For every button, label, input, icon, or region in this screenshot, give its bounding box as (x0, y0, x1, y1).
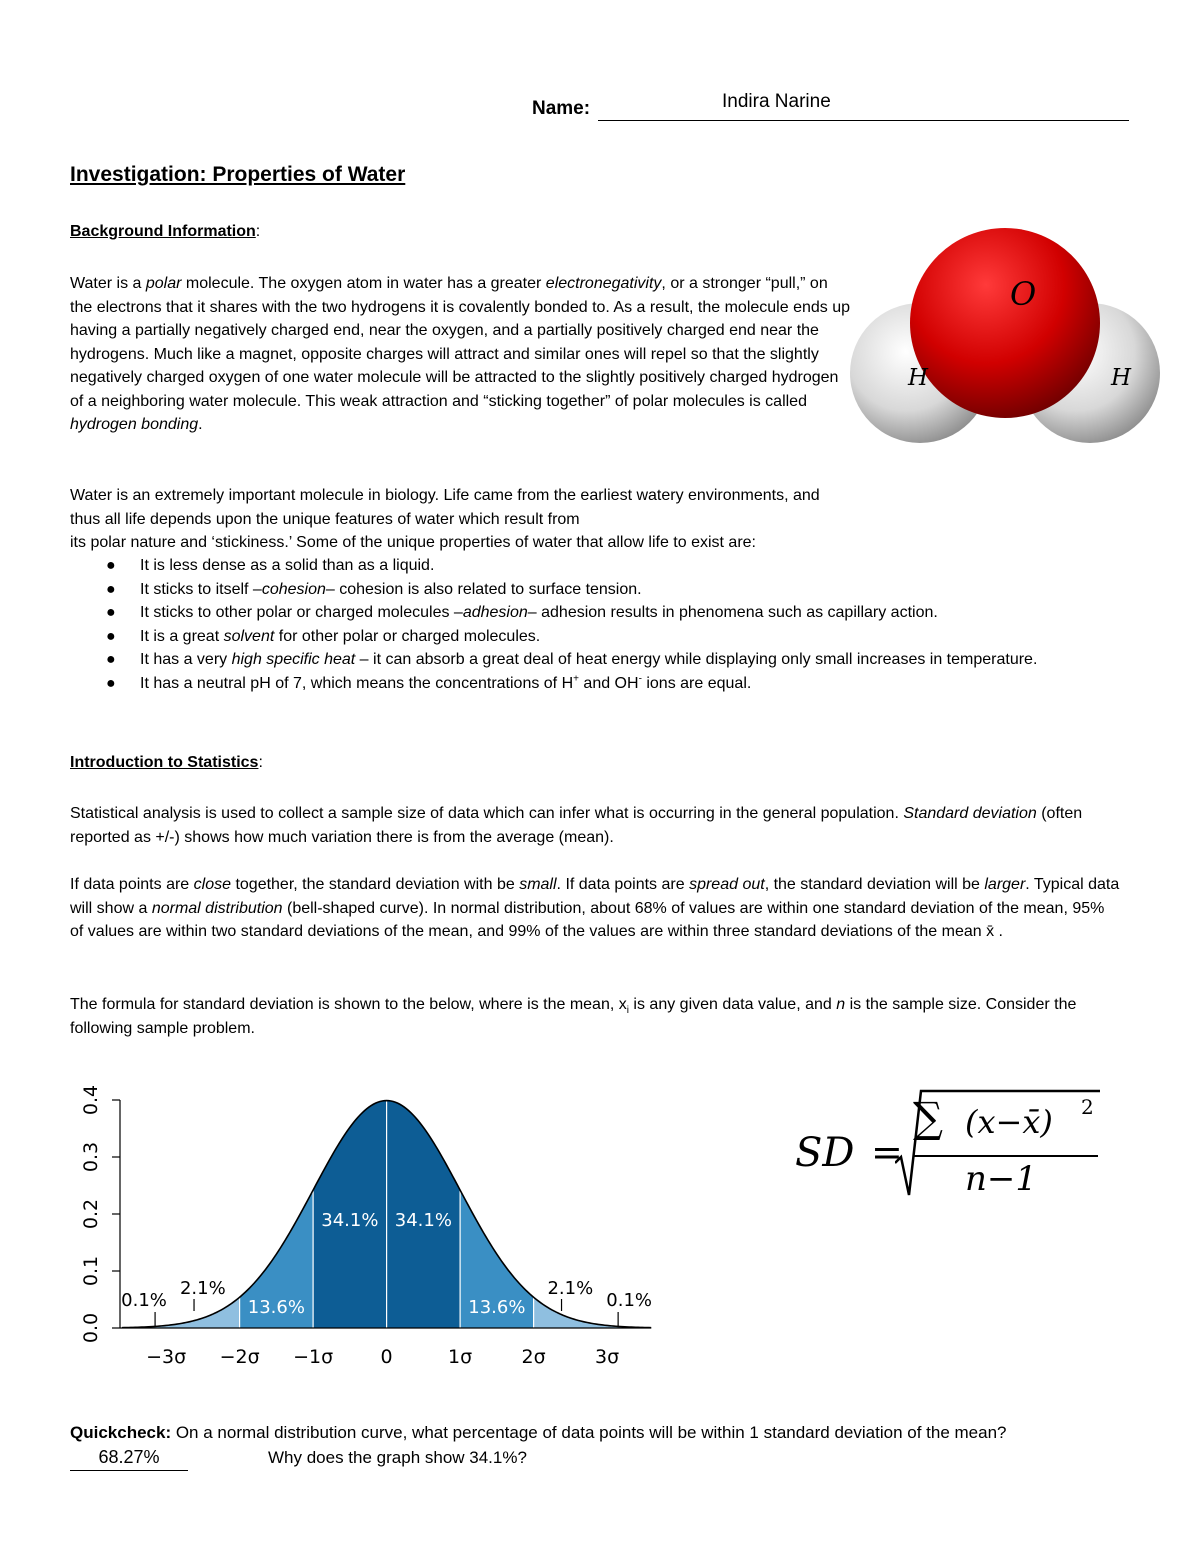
bullet-icon: ● (106, 674, 116, 692)
tail-label: 0.1% (121, 1290, 167, 1311)
statistics-paragraph-1: Statistical analysis is used to collect a sample size of data which can infer what is occurring in the general population. Standard deviation (often reported as +/-) shows how much variation there is from the average (mean). (70, 805, 1083, 846)
bullet-icon: ● (106, 557, 116, 574)
region-label: 34.1% (394, 1210, 452, 1231)
list-item: ● It is a great solvent for other polar or charged molecules. (70, 625, 1120, 649)
water-molecule-image (845, 228, 1165, 478)
sd-formula (795, 1085, 1125, 1205)
tail-label: 0.1% (606, 1290, 653, 1311)
y-tick-label: 0.3 (80, 1141, 102, 1173)
list-item: ● It sticks to other polar or charged molecules –adhesion– adhesion results in phenomena such as capillary action. (70, 601, 1120, 625)
background-heading: Background Information (70, 223, 256, 240)
properties-list (70, 554, 1120, 695)
bullet-icon: ● (106, 651, 116, 668)
x-tick-label: 1σ (448, 1346, 473, 1368)
x-tick-label: 2σ (521, 1346, 546, 1368)
formula-exponent: 2 (1081, 1095, 1094, 1119)
background-paragraph-2: Water is an extremely important molecule in biology. Life came from the earliest watery environments, and thus all life depends upon the unique features of water which result from (70, 487, 820, 528)
quickcheck (70, 1420, 1120, 1471)
list-item: ● It has a very high specific heat – it can absorb a great deal of heat energy while displaying only small increases in temperature. (70, 648, 1080, 672)
y-tick-label: 0.0 (80, 1312, 102, 1344)
name-value[interactable]: Indira Narine (722, 91, 831, 112)
bullet-icon: ● (106, 627, 116, 645)
fraction-bar (913, 1155, 1098, 1157)
oxygen-label: O (1010, 275, 1037, 313)
name-field-line[interactable] (598, 120, 1129, 121)
formula-denominator: n−1 (965, 1159, 1038, 1199)
y-tick-label: 0.1 (80, 1255, 102, 1287)
x-tick-label: −1σ (293, 1346, 334, 1368)
background-heading-row (70, 220, 260, 244)
quickcheck-question: On a normal distribution curve, what percentage of data points will be within 1 standard deviation of the mean? (171, 1423, 1007, 1442)
page-title: Investigation: Properties of Water (70, 163, 406, 186)
hydrogen-label-left: H (908, 365, 929, 391)
bullet-icon: ● (106, 580, 116, 598)
region-label: 2.1% (179, 1278, 226, 1299)
bullet-icon: ● (106, 604, 116, 621)
formula-equals: = (871, 1130, 903, 1174)
quickcheck-answer[interactable]: 68.27% (70, 1445, 188, 1471)
normal-distribution-chart (60, 1070, 720, 1380)
y-tick-label: 0.2 (80, 1198, 102, 1230)
y-tick-label: 0.4 (80, 1084, 102, 1116)
formula-lhs: SD (795, 1130, 855, 1176)
x-tick-label: −2σ (219, 1346, 260, 1368)
quickcheck-followup: Why does the graph show 34.1%? (268, 1448, 527, 1467)
region-label: 13.6% (247, 1297, 305, 1318)
x-tick-label: 0 (380, 1346, 393, 1368)
background-heading-colon: : (255, 223, 261, 240)
statistics-heading-colon: : (258, 754, 263, 771)
region-label: 13.6% (468, 1297, 526, 1318)
x-tick-label: 3σ (595, 1346, 620, 1368)
list-item: ● It sticks to itself –cohesion– cohesion is also related to surface tension. (70, 578, 1120, 602)
sigma-icon: ∑ (913, 1093, 943, 1142)
list-item: ● It is less dense as a solid than as a liquid. (70, 554, 1120, 578)
name-label: Name: (532, 98, 591, 119)
x-tick-label: −3σ (146, 1346, 187, 1368)
statistics-paragraph-3: The formula for standard deviation is shown to the below, where is the mean, $x_i$ is any given data value, and n is the sample size. Consider the following sample problem. (70, 996, 1077, 1037)
statistics-heading: Introduction to Statistics (70, 754, 259, 771)
background-paragraph-1: Water is a polar molecule. The oxygen atom in water has a greater electronegativity, or a stronger “pull,” on the electrons that it shares with the two hydrogens it is covalently bonded to. As a result, the molecule ends up having a partially negatively charged end, near the oxygen, and a partially positively charged end near the hydrogens. Much like a magnet, opposite charges will attract and similar ones will repel so that the slightly negatively charged oxygen of one water molecule will be attracted to the slightly positively charged hydrogen of a neighboring water molecule. This weak attraction and “sticking together” of polar molecules is called hydrogen bonding. (70, 275, 850, 433)
oxygen-atom (910, 228, 1100, 418)
statistics-heading-row (70, 751, 263, 775)
statistics-paragraph-2: If data points are close together, the standard deviation with be small. If data points are spread out, the standard deviation will be larger. Typical data will show a normal distribution (bell-shaped curve). In normal distribution, about 68% of values are within one standard deviation of the mean, 95% of values are within two standard deviations of the mean, and 99% of the values are within three standard deviations of the mean x̄ . (70, 876, 1120, 940)
formula-numerator: (x−x̄) (965, 1103, 1053, 1141)
quickcheck-label: Quickcheck: (70, 1423, 172, 1442)
background-paragraph-2-cont: its polar nature and ‘stickiness.’ Some of the unique properties of water that allow life to exist are: (70, 534, 756, 551)
region-label: 34.1% (321, 1210, 379, 1231)
region-label: 2.1% (547, 1278, 594, 1299)
list-item: ● It has a neutral pH of 7, which means the concentrations of H+ and OH- ions are equal. (70, 672, 1120, 696)
hydrogen-label-right: H (1111, 365, 1132, 391)
